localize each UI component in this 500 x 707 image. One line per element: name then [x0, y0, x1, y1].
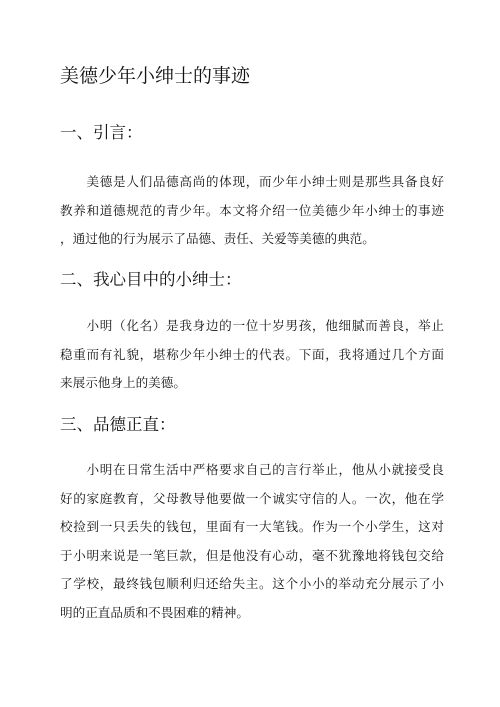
section-heading-integrity: 三、品德正直： [60, 415, 176, 434]
section-heading-introduction: 一、引言： [60, 123, 143, 142]
section-paragraph-integrity [60, 456, 444, 627]
paragraph-line: 小明在日常生活中严格要求自己的言行举止，他从小就接受良 [60, 462, 444, 477]
section-paragraph-gentleman [60, 312, 444, 398]
paragraph-line: 稳重而有礼貌，堪称少年小绅士的代表。下面，我将通过几个方面 [60, 346, 444, 362]
paragraph-line: 来展示他身上的美德。 [60, 375, 186, 390]
paragraph-line: 美德是人们品德高尚的体现，而少年小绅士则是那些具备良好 [60, 174, 444, 189]
section-heading-gentleman: 二、我心目中的小绅士： [60, 270, 242, 289]
document-title: 美德少年小绅士的事迹 [60, 65, 251, 87]
paragraph-line: 明的正直品质和不畏困难的精神。 [60, 604, 249, 620]
section-paragraph-introduction [60, 168, 444, 254]
paragraph-line: 好的家庭教育，父母教导他要做一个诚实守信的人。一次，他在学 [60, 490, 444, 506]
paragraph-line: 于小明来说是一笔巨款，但是他没有心动，毫不犹豫地将钱包交给 [60, 547, 444, 563]
paragraph-line: 小明（化名）是我身边的一位十岁男孩，他细腻而善良，举止 [60, 318, 444, 333]
paragraph-line: 了学校，最终钱包顺利归还给失主。这个小小的举动充分展示了小 [60, 576, 444, 591]
paragraph-line: ，通过他的行为展示了品德、责任、关爱等美德的典范。 [60, 231, 375, 246]
paragraph-line: 教养和道德规范的青少年。本文将介绍一位美德少年小绅士的事迹 [60, 202, 444, 218]
paragraph-line: 校捡到一只丢失的钱包，里面有一大笔钱。作为一个小学生，这对 [60, 519, 444, 534]
